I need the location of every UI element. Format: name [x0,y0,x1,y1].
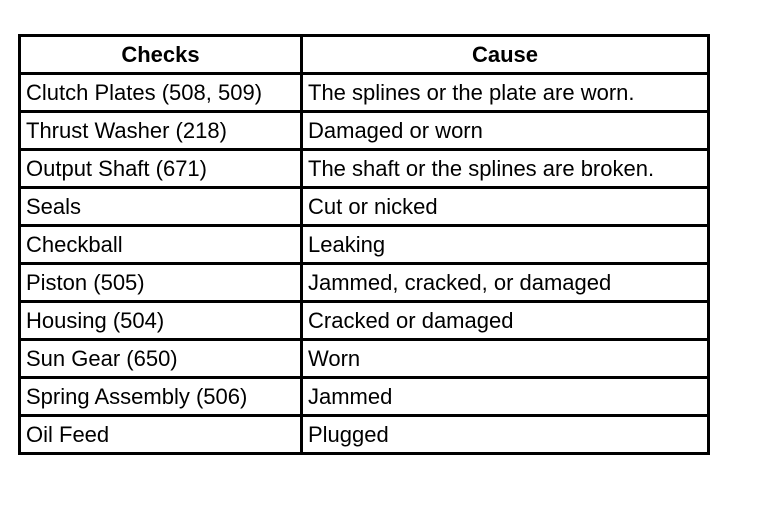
table-row [20,112,709,150]
table-row [20,188,709,226]
cause-cell: Worn [302,340,709,378]
check-cell: Clutch Plates (508, 509) [20,74,302,112]
column-header-cause: Cause [302,36,709,74]
table-row [20,378,709,416]
check-cell: Thrust Washer (218) [20,112,302,150]
table-row [20,416,709,454]
column-header-checks: Checks [20,36,302,74]
check-cell: Sun Gear (650) [20,340,302,378]
table-row [20,264,709,302]
cause-cell: The shaft or the splines are broken. [302,150,709,188]
cause-cell: Jammed, cracked, or damaged [302,264,709,302]
cause-cell: The splines or the plate are worn. [302,74,709,112]
cause-cell: Jammed [302,378,709,416]
cause-cell: Cracked or damaged [302,302,709,340]
check-cell: Piston (505) [20,264,302,302]
table-row [20,226,709,264]
cause-cell: Leaking [302,226,709,264]
cause-cell: Cut or nicked [302,188,709,226]
check-cell: Seals [20,188,302,226]
check-cell: Output Shaft (671) [20,150,302,188]
check-cell: Housing (504) [20,302,302,340]
table-row [20,74,709,112]
table-row [20,302,709,340]
table-header-row [20,36,709,74]
check-cell: Spring Assembly (506) [20,378,302,416]
check-cell: Checkball [20,226,302,264]
cause-cell: Damaged or worn [302,112,709,150]
checks-cause-table [18,34,710,455]
cause-cell: Plugged [302,416,709,454]
table-row [20,150,709,188]
table-row [20,340,709,378]
check-cell: Oil Feed [20,416,302,454]
